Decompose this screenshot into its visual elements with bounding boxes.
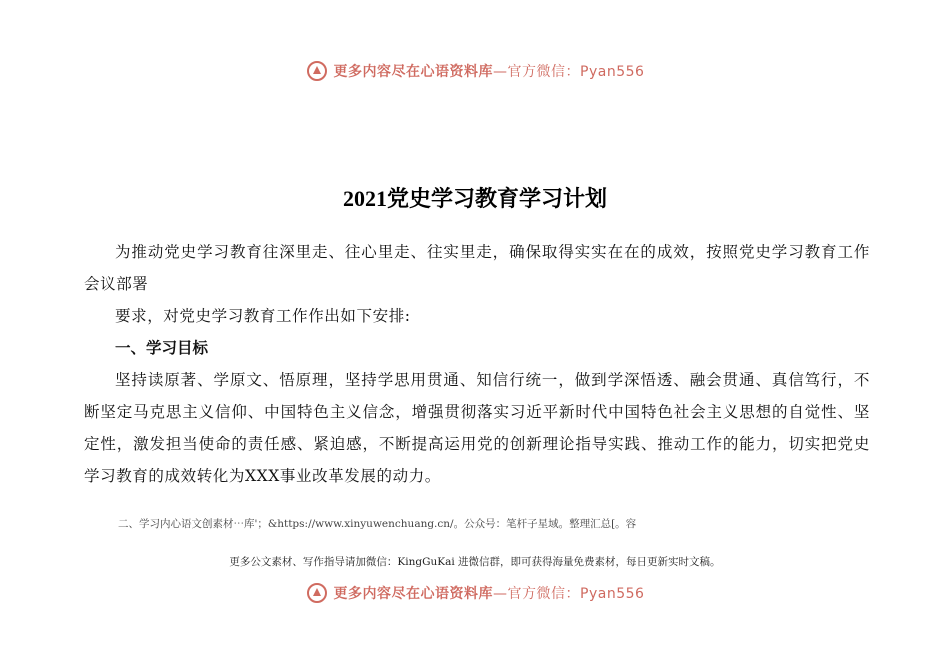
watermark-text: 更多内容尽在心语资料库—官方微信：Pyan556 [333,64,645,80]
truncated-source-line: 二、学习内心语文创素材⋯库'；&https://www.xinyuwenchuang.cn/。公众号：笔杆子星域。整理汇总[。容 [118,518,637,530]
watermark-text: 更多内容尽在心语资料库—官方微信：Pyan556 [333,586,645,602]
document-body [84,236,870,492]
section-heading-goals: 一、学习目标 [115,339,209,357]
intro-paragraph-continued: 要求，对党史学习教育工作作出如下安排: [115,307,411,325]
promo-text: 更多公文素材、写作指导请加微信：KingGuKai 进微信群，即可获得海量免费素材，每日更新实时文稿。 [229,556,721,568]
document-title: 2021党史学习教育学习计划 [342,186,607,211]
watermark-footer [0,582,950,604]
brand-logo-icon [306,582,328,604]
intro-paragraph: 为推动党史学习教育往深里走、往心里走、往实里走，确保取得实实在在的成效，按照党史学习教育工作会议部署 [84,243,870,293]
watermark-header [0,60,950,82]
brand-logo-icon [306,60,328,82]
section-body-goals: 坚持读原著、学原文、悟原理，坚持学思用贯通、知信行统一，做到学深悟透、融会贯通、真信笃行，不断坚定马克思主义信仰、中国特色主义信念，增强贯彻落实习近平新时代中国特色社会主义思想的自觉性、坚定性，激发担当使命的责任感、紧迫感，不断提高运用党的创新理论指导实践、推动工作的能力，切实把党史学习教育的成效转化为XXX事业改革发展的动力。 [84,371,870,485]
